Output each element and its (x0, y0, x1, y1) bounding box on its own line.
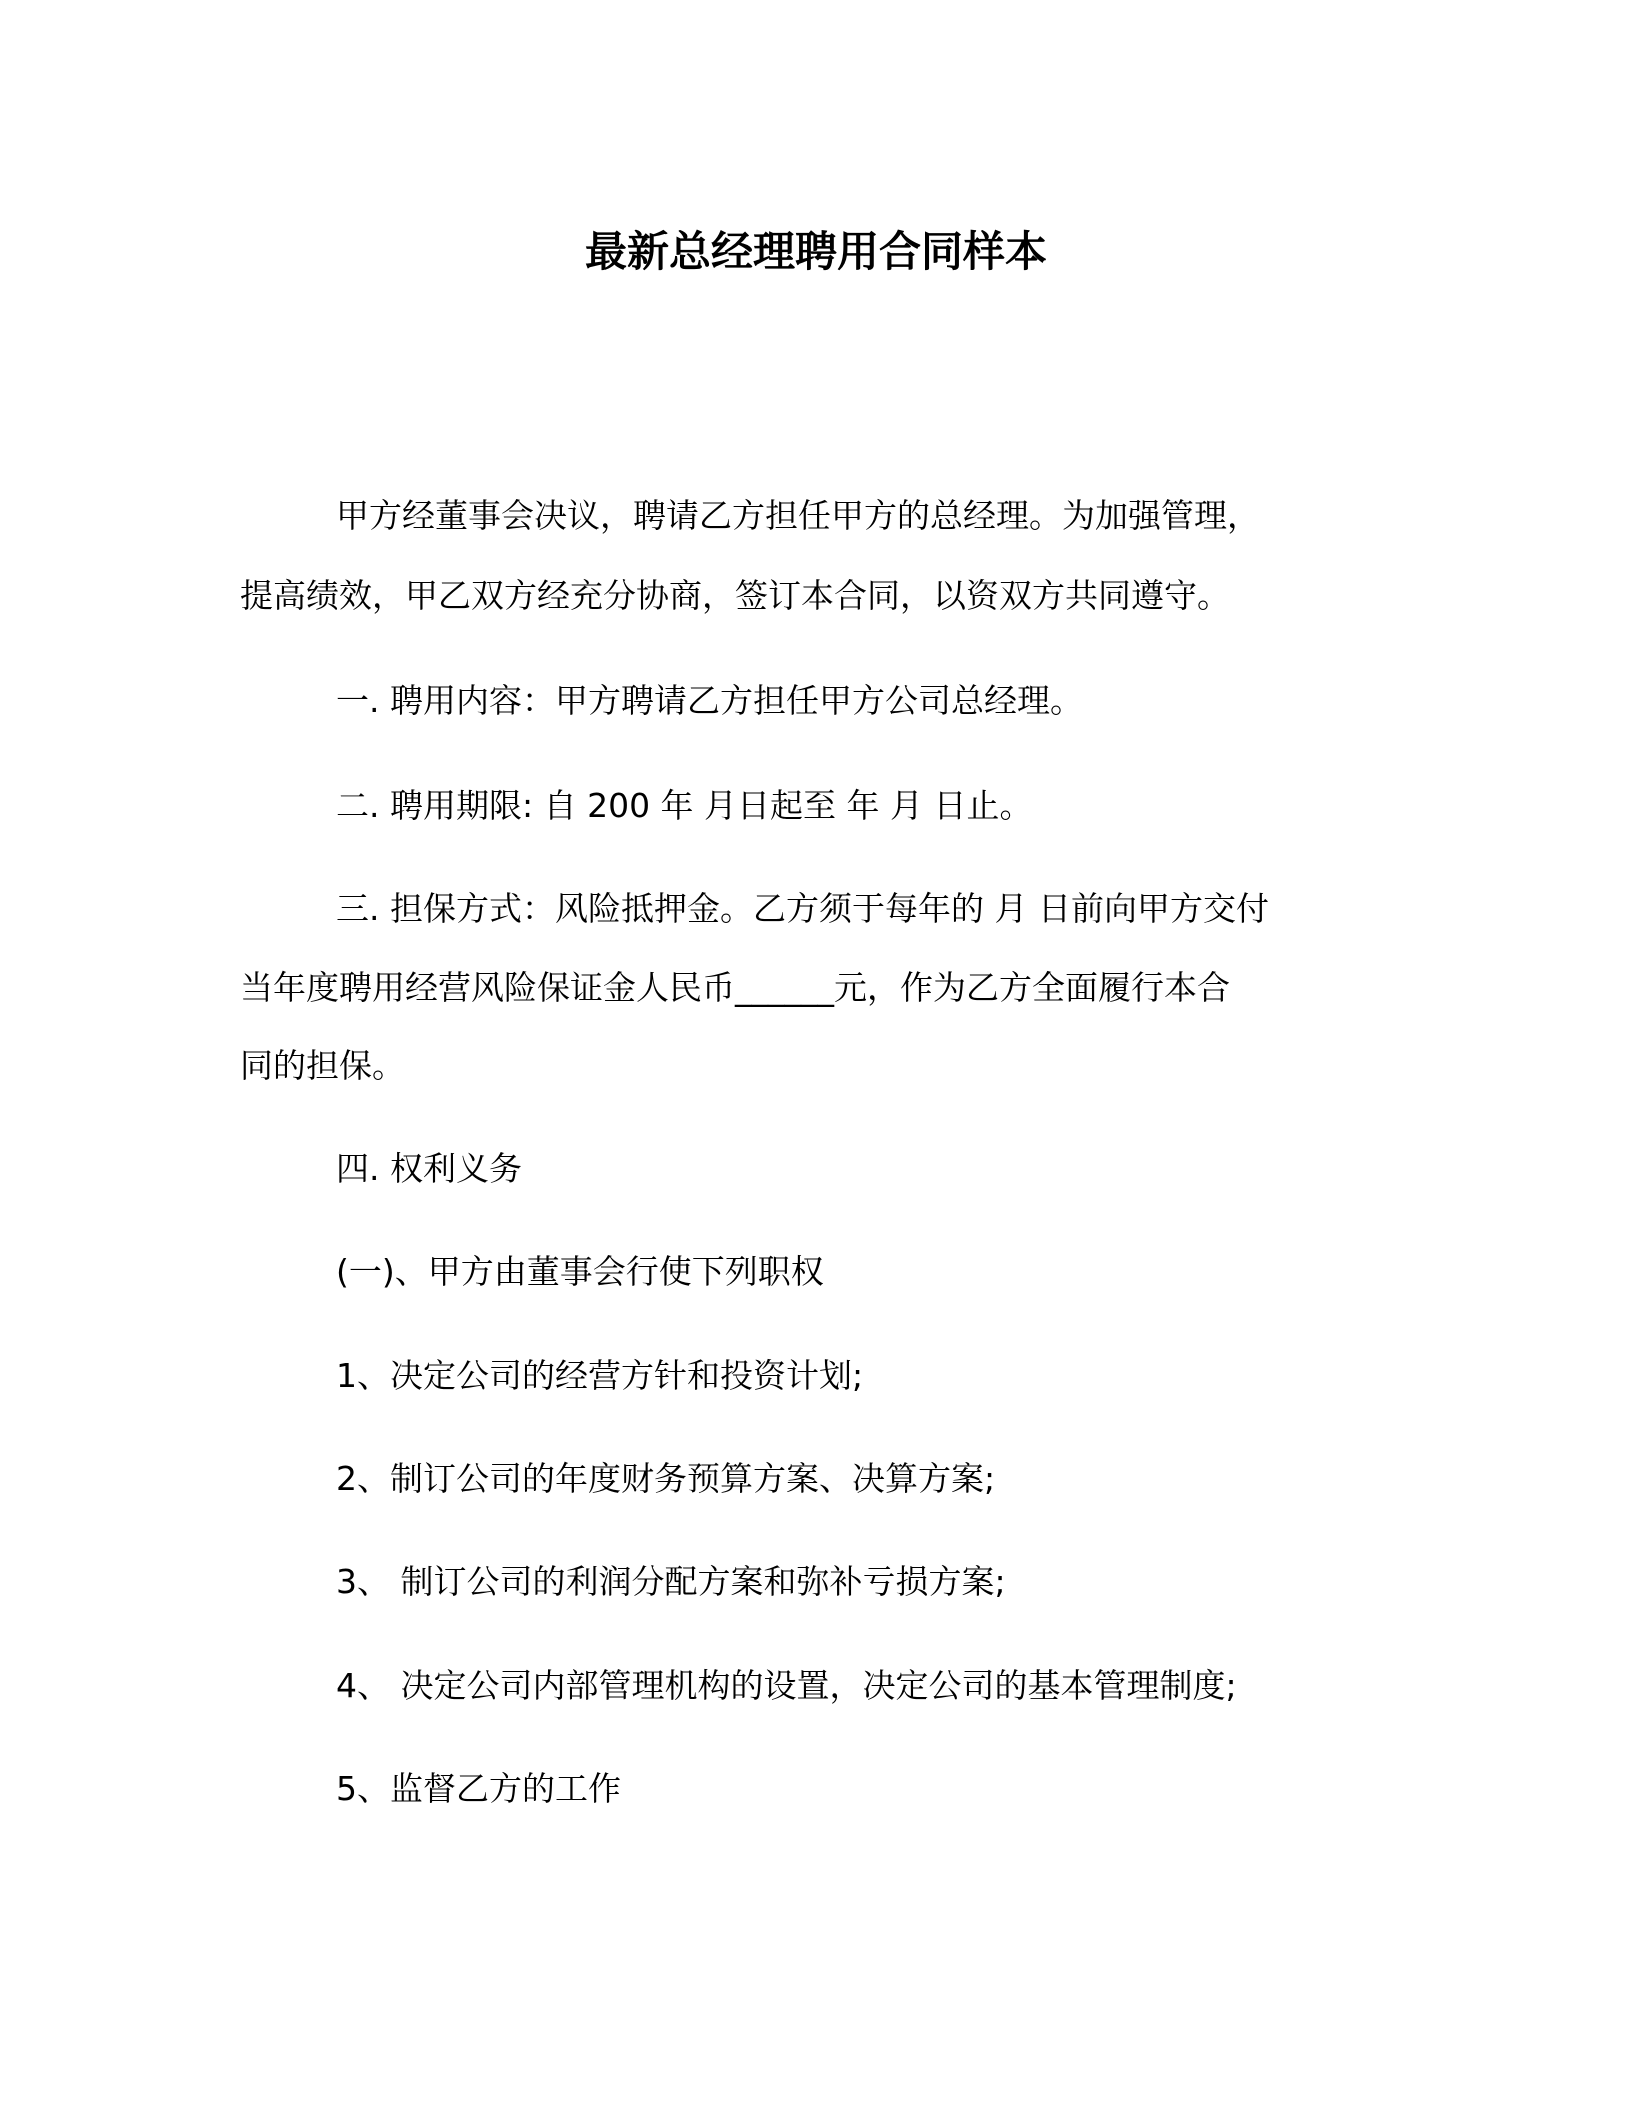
clause-employment-content: 一. 聘用内容：甲方聘请乙方担任甲方公司总经理。 (336, 681, 1083, 720)
paragraph-intro-line-2: 提高绩效，甲乙双方经充分协商，签订本合同，以资双方共同遵守。 (240, 576, 1230, 615)
list-item-2: 2、制订公司的年度财务预算方案、决算方案; (336, 1459, 996, 1498)
list-item-5: 5、监督乙方的工作 (336, 1769, 621, 1808)
clause-employment-term: 二. 聘用期限: 自 200 年 月日起至 年 月 日止。 (336, 786, 1033, 825)
list-item-1: 1、决定公司的经营方针和投资计划; (336, 1356, 864, 1395)
paragraph-intro-line-1: 甲方经董事会决议，聘请乙方担任甲方的总经理。为加强管理， (336, 496, 1260, 535)
list-item-4: 4、 决定公司内部管理机构的设置，决定公司的基本管理制度; (336, 1666, 1237, 1705)
list-item-3: 3、 制订公司的利润分配方案和弥补亏损方案; (336, 1562, 1006, 1601)
clause-guarantee-line-3: 同的担保。 (240, 1046, 405, 1085)
subsection-party-a-powers: (一)、甲方由董事会行使下列职权 (336, 1252, 824, 1291)
section-rights-duties: 四. 权利义务 (336, 1149, 522, 1188)
clause-guarantee-line-2: 当年度聘用经营风险保证金人民币______元，作为乙方全面履行本合 (240, 968, 1230, 1007)
clause-guarantee-line-1: 三. 担保方式：风险抵押金。乙方须于每年的 月 日前向甲方交付 (336, 889, 1269, 928)
page-title: 最新总经理聘用合同样本 (584, 227, 1047, 276)
